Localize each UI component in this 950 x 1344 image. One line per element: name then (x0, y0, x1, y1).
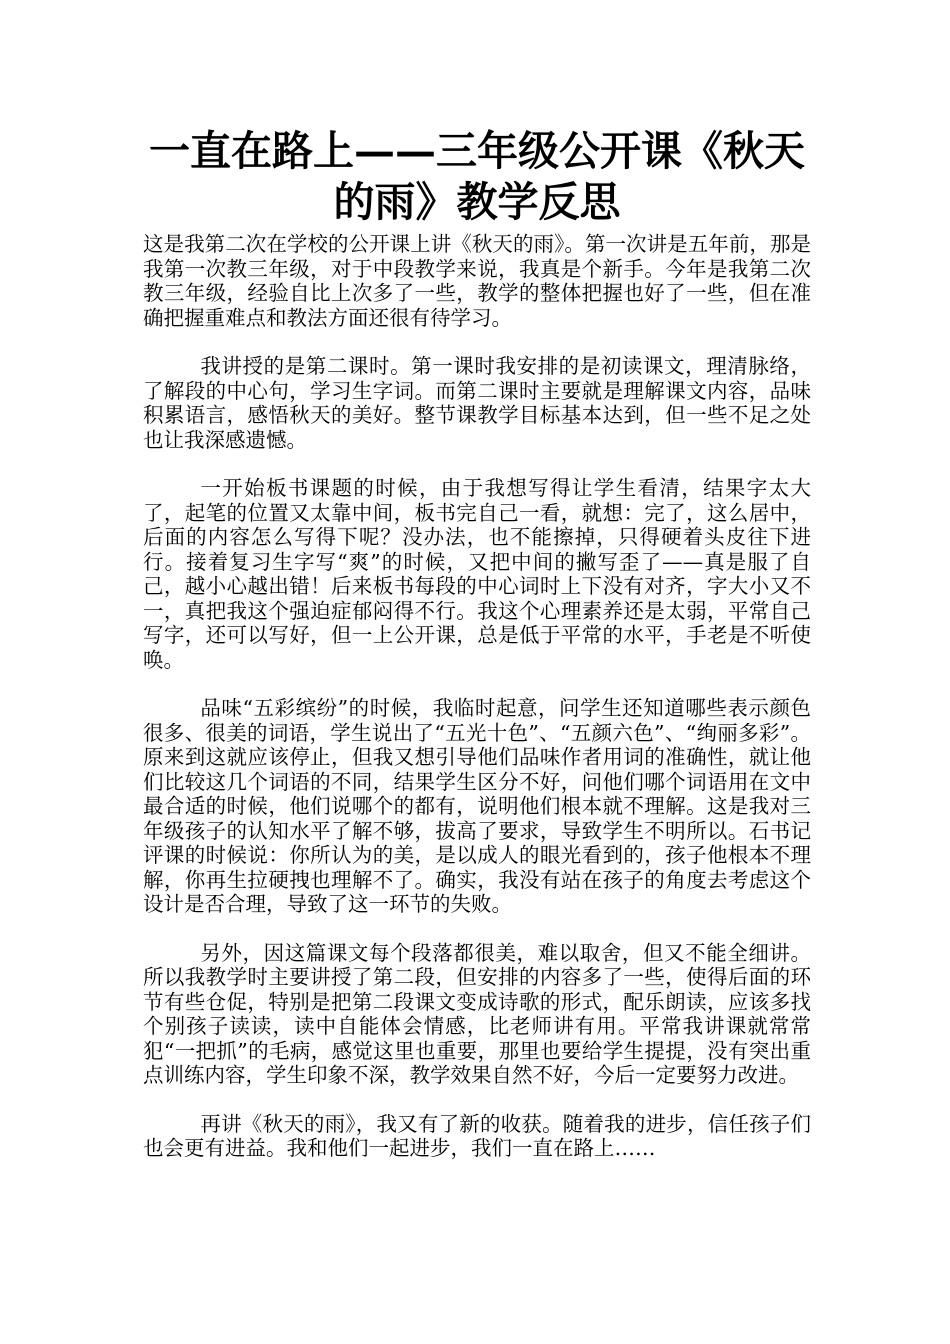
paragraph-1: 这是我第二次在学校的公开课上讲《秋天的雨》。第一次讲是五年前，那是我第一次教三年级，对于中段教学来说，我真是个新手。今年是我第二次教三年级，经验自比上次多了一些，教学的整体把握也好了一些，但在准确把握重难点和教法方面还很有待学习。 (143, 232, 811, 330)
document-body (143, 232, 811, 1161)
document-title: 一直在路上——三年级公开课《秋天的雨》教学反思 (149, 127, 805, 226)
paragraph-5: 另外，因这篇课文每个段落都很美，难以取舍，但又不能全细讲。所以我教学时主要讲授了第二段，但安排的内容多了一些，使得后面的环节有些仓促，特别是把第二段课文变成诗歌的形式，配乐朗读，应该多找个别孩子读读，读中自能体会情感，比老师讲有用。平常我讲课就常常犯“一把抓”的毛病，感觉这里也重要，那里也要给学生提提，没有突出重点训练内容，学生印象不深，教学效果自然不好，今后一定要努力改进。 (143, 940, 811, 1087)
paragraph-2: 我讲授的是第二课时。第一课时我安排的是初读课文，理清脉络，了解段的中心句，学习生字词。而第二课时主要就是理解课文内容，品味积累语言，感悟秋天的美好。整节课教学目标基本达到，但一些不足之处也让我深感遗憾。 (143, 354, 811, 452)
paragraph-6: 再讲《秋天的雨》，我又有了新的收获。随着我的进步，信任孩子们也会更有进益。我和他们一起进步，我们一直在路上…… (143, 1111, 811, 1160)
document-page (143, 126, 811, 1185)
paragraph-3: 一开始板书课题的时候，由于我想写得让学生看清，结果字太大了，起笔的位置又太靠中间，板书完自己一看，就想：完了，这么居中，后面的内容怎么写得下呢？没办法，也不能擦掉，只得硬着头皮往下进行。接着复习生字写“爽”的时候，又把中间的撇写歪了——真是服了自己，越小心越出错！后来板书每段的中心词时上下没有对齐，字大小又不一，真把我这个强迫症郁闷得不行。我这个心理素养还是太弱，平常自己写字，还可以写好，但一上公开课，总是低于平常的水平，手老是不听使唤。 (143, 476, 811, 672)
paragraph-4: 品味“五彩缤纷”的时候，我临时起意，问学生还知道哪些表示颜色很多、很美的词语，学生说出了“五光十色”、“五颜六色”、“绚丽多彩”。原来到这就应该停止，但我又想引导他们品味作者用词的准确性，就让他们比较这几个词语的不同，结果学生区分不好，问他们哪个词语用在文中最合适的时候，他们说哪个的都有，说明他们根本就不理解。这是我对三年级孩子的认知水平了解不够，拔高了要求，导致学生不明所以。石书记评课的时候说：你所认为的美，是以成人的眼光看到的，孩子他根本不理解，你再生拉硬拽也理解不了。确实，我没有站在孩子的角度去考虑这个设计是否合理，导致了这一环节的失败。 (143, 696, 811, 916)
